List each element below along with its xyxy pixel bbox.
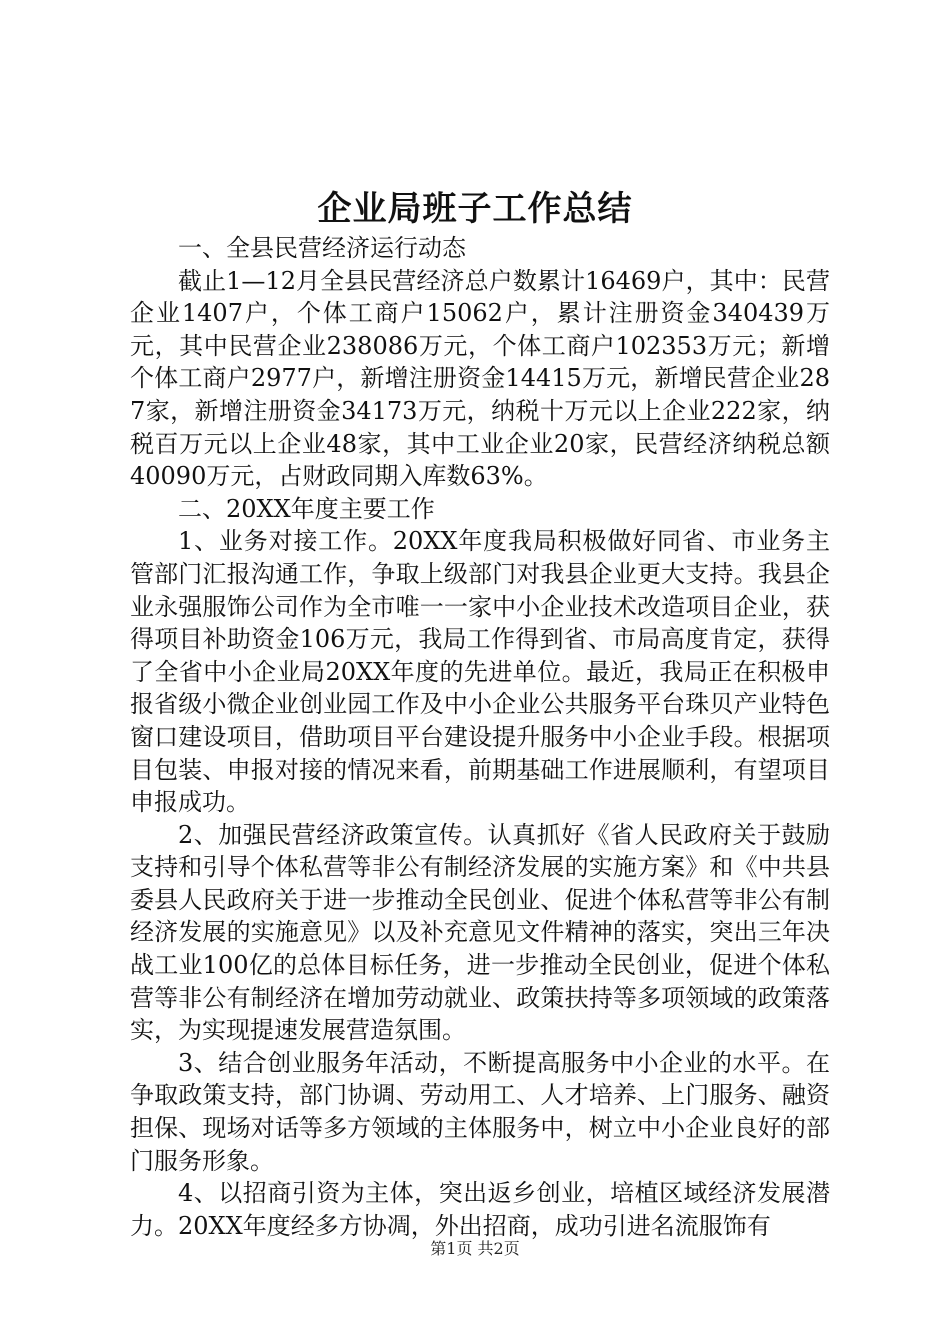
section-1-paragraph-1: 截止1—12月全县民营经济总户数累计16469户，其中：民营企业1407户，个体工商户15062户，累计注册资金340439万元，其中民营企业238086万元，个体工商户102353万元；新增个体工商户2977户，新增注册资金14415万元，新增民营企业287家，新增注册资金34173万元，纳税十万元以上企业222家，纳税百万元以上企业48家，其中工业企业20家，民营经济纳税总额40090万元，占财政同期入库数63%。 xyxy=(130,266,830,491)
section-2-paragraph-4: 4、以招商引资为主体，突出返乡创业，培植区域经济发展潜力。20XX年度经多方协凋，外出招商，成功引进名流服饰有 xyxy=(130,1179,830,1240)
document-body xyxy=(130,232,830,1242)
section-2-paragraph-3: 3、结合创业服务年活动，不断提高服务中小企业的水平。在争取政策支持，部门协调、劳动用工、人才培养、上门服务、融资担保、现场对话等多方领域的主体服务中，树立中小企业良好的部门服务形象。 xyxy=(130,1048,830,1175)
page-footer: 第1页 共2页 xyxy=(430,1239,520,1258)
section-2-paragraph-1: 1、业务对接工作。20XX年度我局积极做好同省、市业务主管部门汇报沟通工作，争取上级部门对我县企业更大支持。我县企业永强服饰公司作为全市唯一一家中小企业技术改造项目企业，获得项目补助资金106万元，我局工作得到省、市局高度肯定，获得了全省中小企业局20XX年度的先进单位。最近，我局正在积极申报省级小微企业创业园工作及中小企业公共服务平台珠贝产业特色窗口建设项目，借助项目平台建设提升服务中小企业手段。根据项目包装、申报对接的情况来看，前期基础工作进展顺利，有望项目申报成功。 xyxy=(130,527,830,817)
section-heading-1: 一、全县民营经济运行动态 xyxy=(178,234,466,262)
section-2-paragraph-2: 2、加强民营经济政策宣传。认真抓好《省人民政府关于鼓励支持和引导个体私营等非公有制经济发展的实施方案》和《中共县委县人民政府关于进一步推动全民创业、促进个体私营等非公有制经济发展的实施意见》以及补充意见文件精神的落实，突出三年决战工业100亿的总体目标任务，进一步推动全民创业，促进个体私营等非公有制经济在增加劳动就业、政策扶持等多项领域的政策落实，为实现提速发展营造氛围。 xyxy=(130,820,830,1045)
section-heading-2: 二、20XX年度主要工作 xyxy=(178,494,435,523)
page-title: 企业局班子工作总结 xyxy=(317,189,633,229)
